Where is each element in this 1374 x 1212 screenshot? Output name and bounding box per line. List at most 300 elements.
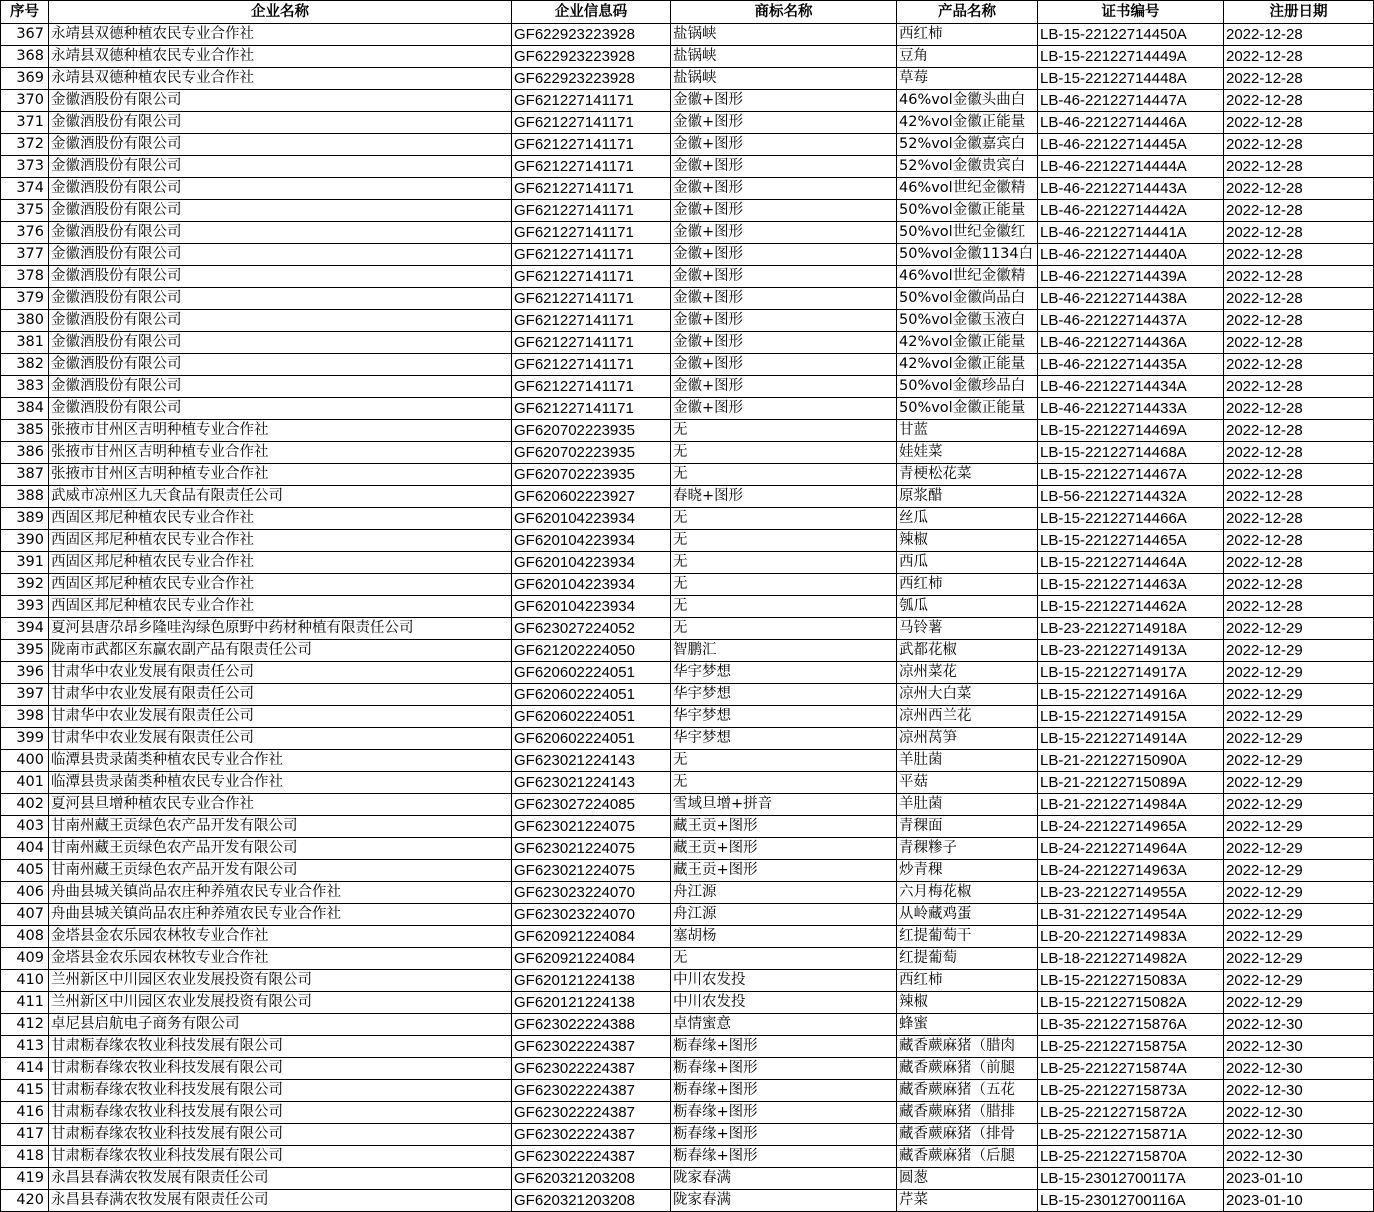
cell-company-name: 兰州新区中川园区农业发展投资有限公司 [49, 970, 512, 992]
cell-certificate-no: LB-35-22122715876A [1038, 1014, 1224, 1036]
cell-product-name: 46%vol金徽头曲白 [897, 90, 1038, 112]
cell-trademark: 华宇梦想 [671, 684, 897, 706]
cell-seq: 411 [1, 992, 49, 1014]
cell-company-code: GF621227141171 [512, 398, 671, 420]
cell-certificate-no: LB-46-22122714443A [1038, 178, 1224, 200]
table-row [1, 156, 1374, 178]
cell-certificate-no: LB-15-22122714469A [1038, 420, 1224, 442]
cell-company-name: 甘肃粝春缘农牧业科技发展有限公司 [49, 1080, 512, 1102]
cell-company-name: 甘肃粝春缘农牧业科技发展有限公司 [49, 1102, 512, 1124]
cell-seq: 397 [1, 684, 49, 706]
cell-product-name: 藏香蕨麻猪（前腿 [897, 1058, 1038, 1080]
cell-product-name: 红提葡萄 [897, 948, 1038, 970]
table-row [1, 1058, 1374, 1080]
cell-product-name: 46%vol世纪金徽精 [897, 178, 1038, 200]
cell-company-name: 夏河县旦增种植农民专业合作社 [49, 794, 512, 816]
cell-trademark: 藏王贡+图形 [671, 860, 897, 882]
cell-certificate-no: LB-46-22122714441A [1038, 222, 1224, 244]
cell-company-name: 金徽酒股份有限公司 [49, 112, 512, 134]
cell-company-code: GF620104223934 [512, 552, 671, 574]
cell-product-name: 52%vol金徽嘉宾白 [897, 134, 1038, 156]
cell-register-date: 2022-12-28 [1224, 552, 1374, 574]
cell-trademark: 粝春缘+图形 [671, 1036, 897, 1058]
cell-register-date: 2022-12-29 [1224, 838, 1374, 860]
table-row [1, 486, 1374, 508]
cell-trademark: 金徽+图形 [671, 288, 897, 310]
cell-company-code: GF623022224387 [512, 1124, 671, 1146]
table-row [1, 288, 1374, 310]
cell-product-name: 50%vol世纪金徽红 [897, 222, 1038, 244]
table-row [1, 244, 1374, 266]
table-row [1, 266, 1374, 288]
cell-seq: 419 [1, 1168, 49, 1190]
cell-certificate-no: LB-25-22122715873A [1038, 1080, 1224, 1102]
cell-trademark: 盐锅峡 [671, 68, 897, 90]
cell-register-date: 2022-12-28 [1224, 156, 1374, 178]
cell-certificate-no: LB-23-22122714913A [1038, 640, 1224, 662]
cell-seq: 384 [1, 398, 49, 420]
cell-certificate-no: LB-46-22122714445A [1038, 134, 1224, 156]
cell-trademark: 塞胡杨 [671, 926, 897, 948]
table-row [1, 970, 1374, 992]
cell-certificate-no: LB-25-22122715875A [1038, 1036, 1224, 1058]
table-row [1, 860, 1374, 882]
cell-register-date: 2022-12-29 [1224, 926, 1374, 948]
table-row [1, 1080, 1374, 1102]
table-row [1, 134, 1374, 156]
cell-product-name: 藏香蕨麻猪（腊肉 [897, 1036, 1038, 1058]
cell-seq: 382 [1, 354, 49, 376]
cell-company-name: 夏河县唐尕昂乡隆哇沟绿色原野中药材种植有限责任公司 [49, 618, 512, 640]
cell-product-name: 50%vol金徽尚品白 [897, 288, 1038, 310]
cell-company-name: 张掖市甘州区吉明种植专业合作社 [49, 420, 512, 442]
cell-product-name: 50%vol金徽正能量 [897, 398, 1038, 420]
cell-company-name: 永靖县双德种植农民专业合作社 [49, 46, 512, 68]
cell-seq: 402 [1, 794, 49, 816]
cell-company-code: GF621227141171 [512, 332, 671, 354]
cell-company-name: 兰州新区中川园区农业发展投资有限公司 [49, 992, 512, 1014]
cell-company-name: 金塔县金农乐园农林牧专业合作社 [49, 948, 512, 970]
cell-seq: 395 [1, 640, 49, 662]
cell-trademark: 中川农发投 [671, 970, 897, 992]
cell-product-name: 42%vol金徽正能量 [897, 332, 1038, 354]
cell-product-name: 羊肚菌 [897, 750, 1038, 772]
cell-seq: 385 [1, 420, 49, 442]
cell-certificate-no: LB-15-22122714464A [1038, 552, 1224, 574]
cell-certificate-no: LB-56-22122714432A [1038, 486, 1224, 508]
table-row [1, 24, 1374, 46]
cell-register-date: 2022-12-29 [1224, 640, 1374, 662]
cell-trademark: 金徽+图形 [671, 134, 897, 156]
table-row [1, 552, 1374, 574]
table-row [1, 90, 1374, 112]
cell-company-name: 舟曲县城关镇尚品农庄种养殖农民专业合作社 [49, 882, 512, 904]
cell-certificate-no: LB-15-22122714914A [1038, 728, 1224, 750]
cell-company-code: GF621227141171 [512, 112, 671, 134]
cell-seq: 391 [1, 552, 49, 574]
table-row [1, 816, 1374, 838]
cell-register-date: 2022-12-28 [1224, 486, 1374, 508]
cell-certificate-no: LB-24-22122714964A [1038, 838, 1224, 860]
cell-register-date: 2022-12-29 [1224, 750, 1374, 772]
cell-company-code: GF620702223935 [512, 442, 671, 464]
cell-register-date: 2022-12-28 [1224, 222, 1374, 244]
cell-seq: 377 [1, 244, 49, 266]
table-row [1, 992, 1374, 1014]
header-register-date: 注册日期 [1224, 1, 1374, 24]
cell-certificate-no: LB-20-22122714983A [1038, 926, 1224, 948]
cell-product-name: 圆葱 [897, 1168, 1038, 1190]
cell-product-name: 瓠瓜 [897, 596, 1038, 618]
cell-company-code: GF623023224070 [512, 904, 671, 926]
cell-register-date: 2022-12-29 [1224, 772, 1374, 794]
cell-register-date: 2023-01-10 [1224, 1168, 1374, 1190]
cell-trademark: 无 [671, 618, 897, 640]
cell-seq: 376 [1, 222, 49, 244]
cell-seq: 393 [1, 596, 49, 618]
cell-trademark: 华宇梦想 [671, 662, 897, 684]
cell-register-date: 2022-12-28 [1224, 310, 1374, 332]
table-row [1, 794, 1374, 816]
cell-trademark: 舟江源 [671, 882, 897, 904]
cell-company-code: GF620121224138 [512, 970, 671, 992]
cell-product-name: 从岭藏鸡蛋 [897, 904, 1038, 926]
cell-seq: 416 [1, 1102, 49, 1124]
table-row [1, 178, 1374, 200]
cell-trademark: 金徽+图形 [671, 266, 897, 288]
cell-seq: 408 [1, 926, 49, 948]
cell-company-name: 张掖市甘州区吉明种植专业合作社 [49, 464, 512, 486]
cell-company-code: GF622923223928 [512, 46, 671, 68]
cell-company-name: 金徽酒股份有限公司 [49, 288, 512, 310]
cell-company-code: GF623022224387 [512, 1146, 671, 1168]
cell-company-name: 西固区邦尼种植农民专业合作社 [49, 552, 512, 574]
cell-seq: 374 [1, 178, 49, 200]
header-company-code: 企业信息码 [512, 1, 671, 24]
cell-trademark: 金徽+图形 [671, 376, 897, 398]
cell-certificate-no: LB-21-22122714984A [1038, 794, 1224, 816]
cell-trademark: 金徽+图形 [671, 200, 897, 222]
cell-company-code: GF623027224085 [512, 794, 671, 816]
table-row [1, 838, 1374, 860]
cell-register-date: 2022-12-28 [1224, 68, 1374, 90]
table-body [1, 24, 1374, 1212]
table-row [1, 398, 1374, 420]
cell-company-code: GF621227141171 [512, 90, 671, 112]
cell-product-name: 青稞面 [897, 816, 1038, 838]
cell-company-name: 金徽酒股份有限公司 [49, 222, 512, 244]
cell-certificate-no: LB-23-22122714955A [1038, 882, 1224, 904]
cell-company-name: 金徽酒股份有限公司 [49, 178, 512, 200]
cell-company-name: 甘南州藏王贡绿色农产品开发有限公司 [49, 838, 512, 860]
cell-seq: 414 [1, 1058, 49, 1080]
cell-company-name: 西固区邦尼种植农民专业合作社 [49, 530, 512, 552]
cell-company-code: GF620104223934 [512, 508, 671, 530]
cell-seq: 368 [1, 46, 49, 68]
cell-product-name: 凉州大白菜 [897, 684, 1038, 706]
cell-seq: 386 [1, 442, 49, 464]
cell-company-name: 甘肃粝春缘农牧业科技发展有限公司 [49, 1036, 512, 1058]
cell-company-code: GF623021224143 [512, 750, 671, 772]
cell-company-name: 卓尼县启航电子商务有限公司 [49, 1014, 512, 1036]
cell-trademark: 金徽+图形 [671, 112, 897, 134]
cell-product-name: 青稞糁子 [897, 838, 1038, 860]
cell-product-name: 原浆醋 [897, 486, 1038, 508]
cell-register-date: 2022-12-28 [1224, 508, 1374, 530]
cell-certificate-no: LB-15-22122714917A [1038, 662, 1224, 684]
cell-trademark: 无 [671, 596, 897, 618]
cell-trademark: 无 [671, 464, 897, 486]
cell-company-name: 西固区邦尼种植农民专业合作社 [49, 574, 512, 596]
cell-trademark: 粝春缘+图形 [671, 1146, 897, 1168]
cell-seq: 418 [1, 1146, 49, 1168]
cell-product-name: 42%vol金徽正能量 [897, 112, 1038, 134]
cell-product-name: 羊肚菌 [897, 794, 1038, 816]
table-row [1, 1146, 1374, 1168]
cell-company-code: GF621227141171 [512, 178, 671, 200]
cell-certificate-no: LB-46-22122714444A [1038, 156, 1224, 178]
cell-seq: 369 [1, 68, 49, 90]
cell-register-date: 2022-12-29 [1224, 882, 1374, 904]
cell-seq: 379 [1, 288, 49, 310]
cell-certificate-no: LB-15-22122714465A [1038, 530, 1224, 552]
cell-seq: 378 [1, 266, 49, 288]
cell-trademark: 金徽+图形 [671, 398, 897, 420]
cell-certificate-no: LB-15-22122714450A [1038, 24, 1224, 46]
cell-company-name: 张掖市甘州区吉明种植专业合作社 [49, 442, 512, 464]
table-row [1, 332, 1374, 354]
cell-certificate-no: LB-15-22122714449A [1038, 46, 1224, 68]
cell-certificate-no: LB-46-22122714435A [1038, 354, 1224, 376]
table-row [1, 464, 1374, 486]
cell-trademark: 粝春缘+图形 [671, 1124, 897, 1146]
cell-register-date: 2022-12-28 [1224, 376, 1374, 398]
cell-product-name: 藏香蕨麻猪（排骨 [897, 1124, 1038, 1146]
cell-trademark: 粝春缘+图形 [671, 1080, 897, 1102]
cell-company-name: 金徽酒股份有限公司 [49, 266, 512, 288]
cell-register-date: 2022-12-28 [1224, 178, 1374, 200]
cell-seq: 399 [1, 728, 49, 750]
table-row [1, 772, 1374, 794]
cell-certificate-no: LB-18-22122714982A [1038, 948, 1224, 970]
cell-product-name: 武都花椒 [897, 640, 1038, 662]
cell-trademark: 盐锅峡 [671, 46, 897, 68]
cell-register-date: 2022-12-28 [1224, 200, 1374, 222]
cell-company-code: GF620602224051 [512, 706, 671, 728]
cell-trademark: 舟江源 [671, 904, 897, 926]
cell-register-date: 2022-12-28 [1224, 398, 1374, 420]
cell-seq: 409 [1, 948, 49, 970]
table-row [1, 596, 1374, 618]
cell-trademark: 粝春缘+图形 [671, 1102, 897, 1124]
table-row [1, 574, 1374, 596]
cell-register-date: 2022-12-29 [1224, 816, 1374, 838]
cell-trademark: 无 [671, 420, 897, 442]
cell-product-name: 辣椒 [897, 530, 1038, 552]
cell-trademark: 无 [671, 552, 897, 574]
cell-product-name: 炒青稞 [897, 860, 1038, 882]
cell-seq: 380 [1, 310, 49, 332]
cell-product-name: 藏香蕨麻猪（五花 [897, 1080, 1038, 1102]
cell-trademark: 金徽+图形 [671, 332, 897, 354]
cell-company-code: GF622923223928 [512, 68, 671, 90]
cell-certificate-no: LB-46-22122714433A [1038, 398, 1224, 420]
cell-seq: 388 [1, 486, 49, 508]
cell-trademark: 金徽+图形 [671, 310, 897, 332]
cell-company-code: GF621202224050 [512, 640, 671, 662]
cell-certificate-no: LB-46-22122714442A [1038, 200, 1224, 222]
cell-register-date: 2022-12-30 [1224, 1036, 1374, 1058]
cell-company-name: 陇南市武都区东赢农副产品有限责任公司 [49, 640, 512, 662]
cell-trademark: 无 [671, 442, 897, 464]
cell-trademark: 金徽+图形 [671, 178, 897, 200]
cell-register-date: 2022-12-29 [1224, 618, 1374, 640]
cell-seq: 415 [1, 1080, 49, 1102]
cell-company-code: GF621227141171 [512, 222, 671, 244]
cell-product-name: 娃娃菜 [897, 442, 1038, 464]
cell-certificate-no: LB-46-22122714439A [1038, 266, 1224, 288]
cell-company-code: GF620121224138 [512, 992, 671, 1014]
cell-certificate-no: LB-25-22122715874A [1038, 1058, 1224, 1080]
cell-seq: 400 [1, 750, 49, 772]
cell-register-date: 2022-12-28 [1224, 530, 1374, 552]
cell-register-date: 2022-12-29 [1224, 970, 1374, 992]
cell-register-date: 2022-12-30 [1224, 1014, 1374, 1036]
cell-trademark: 粝春缘+图形 [671, 1058, 897, 1080]
cell-certificate-no: LB-46-22122714436A [1038, 332, 1224, 354]
table-row [1, 1124, 1374, 1146]
cell-company-name: 甘肃华中农业发展有限责任公司 [49, 728, 512, 750]
cell-company-name: 金徽酒股份有限公司 [49, 332, 512, 354]
cell-company-code: GF623022224387 [512, 1036, 671, 1058]
cell-company-code: GF620321203208 [512, 1168, 671, 1190]
cell-register-date: 2022-12-30 [1224, 1080, 1374, 1102]
cell-company-code: GF620104223934 [512, 530, 671, 552]
cell-company-name: 金徽酒股份有限公司 [49, 354, 512, 376]
cell-company-code: GF621227141171 [512, 354, 671, 376]
cell-certificate-no: LB-15-23012700116A [1038, 1190, 1224, 1212]
cell-seq: 410 [1, 970, 49, 992]
cell-company-code: GF620321203208 [512, 1190, 671, 1212]
cell-seq: 417 [1, 1124, 49, 1146]
cell-company-code: GF621227141171 [512, 288, 671, 310]
cell-company-code: GF622923223928 [512, 24, 671, 46]
cell-company-name: 甘肃华中农业发展有限责任公司 [49, 706, 512, 728]
cell-product-name: 藏香蕨麻猪（腊排 [897, 1102, 1038, 1124]
cell-trademark: 陇家春满 [671, 1168, 897, 1190]
cell-company-code: GF623022224387 [512, 1080, 671, 1102]
table-row [1, 354, 1374, 376]
cell-certificate-no: LB-46-22122714446A [1038, 112, 1224, 134]
cell-register-date: 2022-12-30 [1224, 1102, 1374, 1124]
cell-certificate-no: LB-46-22122714434A [1038, 376, 1224, 398]
cell-product-name: 50%vol金徽珍品白 [897, 376, 1038, 398]
cell-certificate-no: LB-25-22122715870A [1038, 1146, 1224, 1168]
cell-company-code: GF623023224070 [512, 882, 671, 904]
cell-seq: 420 [1, 1190, 49, 1212]
cell-register-date: 2022-12-28 [1224, 90, 1374, 112]
cell-company-name: 永靖县双德种植农民专业合作社 [49, 24, 512, 46]
cell-trademark: 金徽+图形 [671, 90, 897, 112]
cell-trademark: 金徽+图形 [671, 156, 897, 178]
cell-company-code: GF620104223934 [512, 574, 671, 596]
cell-certificate-no: LB-15-22122715083A [1038, 970, 1224, 992]
cell-trademark: 金徽+图形 [671, 354, 897, 376]
cell-register-date: 2022-12-28 [1224, 288, 1374, 310]
cell-certificate-no: LB-15-22122714466A [1038, 508, 1224, 530]
cell-product-name: 草莓 [897, 68, 1038, 90]
cell-seq: 405 [1, 860, 49, 882]
cell-trademark: 无 [671, 750, 897, 772]
cell-company-code: GF623022224387 [512, 1102, 671, 1124]
cell-company-code: GF620104223934 [512, 596, 671, 618]
cell-certificate-no: LB-24-22122714963A [1038, 860, 1224, 882]
table-row [1, 948, 1374, 970]
cell-trademark: 无 [671, 772, 897, 794]
table-row [1, 1036, 1374, 1058]
table-row [1, 112, 1374, 134]
cell-trademark: 金徽+图形 [671, 244, 897, 266]
cell-seq: 390 [1, 530, 49, 552]
cell-company-code: GF620602224051 [512, 684, 671, 706]
cell-company-name: 甘南州藏王贡绿色农产品开发有限公司 [49, 860, 512, 882]
cell-company-code: GF623022224387 [512, 1058, 671, 1080]
cell-company-code: GF621227141171 [512, 156, 671, 178]
cell-company-name: 甘南州藏王贡绿色农产品开发有限公司 [49, 816, 512, 838]
table-row [1, 904, 1374, 926]
cell-company-name: 金徽酒股份有限公司 [49, 156, 512, 178]
cell-seq: 370 [1, 90, 49, 112]
cell-trademark: 春晓+图形 [671, 486, 897, 508]
cell-company-name: 金徽酒股份有限公司 [49, 376, 512, 398]
cell-seq: 407 [1, 904, 49, 926]
cell-seq: 389 [1, 508, 49, 530]
cell-seq: 372 [1, 134, 49, 156]
cell-seq: 381 [1, 332, 49, 354]
cell-certificate-no: LB-15-22122714916A [1038, 684, 1224, 706]
table-row [1, 662, 1374, 684]
cell-certificate-no: LB-15-22122714915A [1038, 706, 1224, 728]
cell-seq: 412 [1, 1014, 49, 1036]
cell-trademark: 盐锅峡 [671, 24, 897, 46]
cell-seq: 404 [1, 838, 49, 860]
cell-product-name: 西红柿 [897, 970, 1038, 992]
cell-seq: 375 [1, 200, 49, 222]
header-product-name: 产品名称 [897, 1, 1038, 24]
cell-trademark: 雪域旦增+拼音 [671, 794, 897, 816]
cell-register-date: 2023-01-10 [1224, 1190, 1374, 1212]
cell-company-name: 金徽酒股份有限公司 [49, 310, 512, 332]
cell-register-date: 2022-12-28 [1224, 332, 1374, 354]
cell-register-date: 2022-12-28 [1224, 354, 1374, 376]
cell-register-date: 2022-12-29 [1224, 728, 1374, 750]
cell-product-name: 50%vol金徽玉液白 [897, 310, 1038, 332]
table-row [1, 618, 1374, 640]
cell-company-code: GF623027224052 [512, 618, 671, 640]
header-company-name: 企业名称 [49, 1, 512, 24]
header-seq: 序号 [1, 1, 49, 24]
table-row [1, 1190, 1374, 1212]
table-row [1, 310, 1374, 332]
cell-company-code: GF623022224388 [512, 1014, 671, 1036]
cell-company-code: GF620602224051 [512, 662, 671, 684]
cell-seq: 373 [1, 156, 49, 178]
cell-product-name: 42%vol金徽正能量 [897, 354, 1038, 376]
cell-register-date: 2022-12-30 [1224, 1146, 1374, 1168]
cell-company-name: 甘肃粝春缘农牧业科技发展有限公司 [49, 1058, 512, 1080]
cell-product-name: 青梗松花菜 [897, 464, 1038, 486]
cell-register-date: 2022-12-29 [1224, 706, 1374, 728]
